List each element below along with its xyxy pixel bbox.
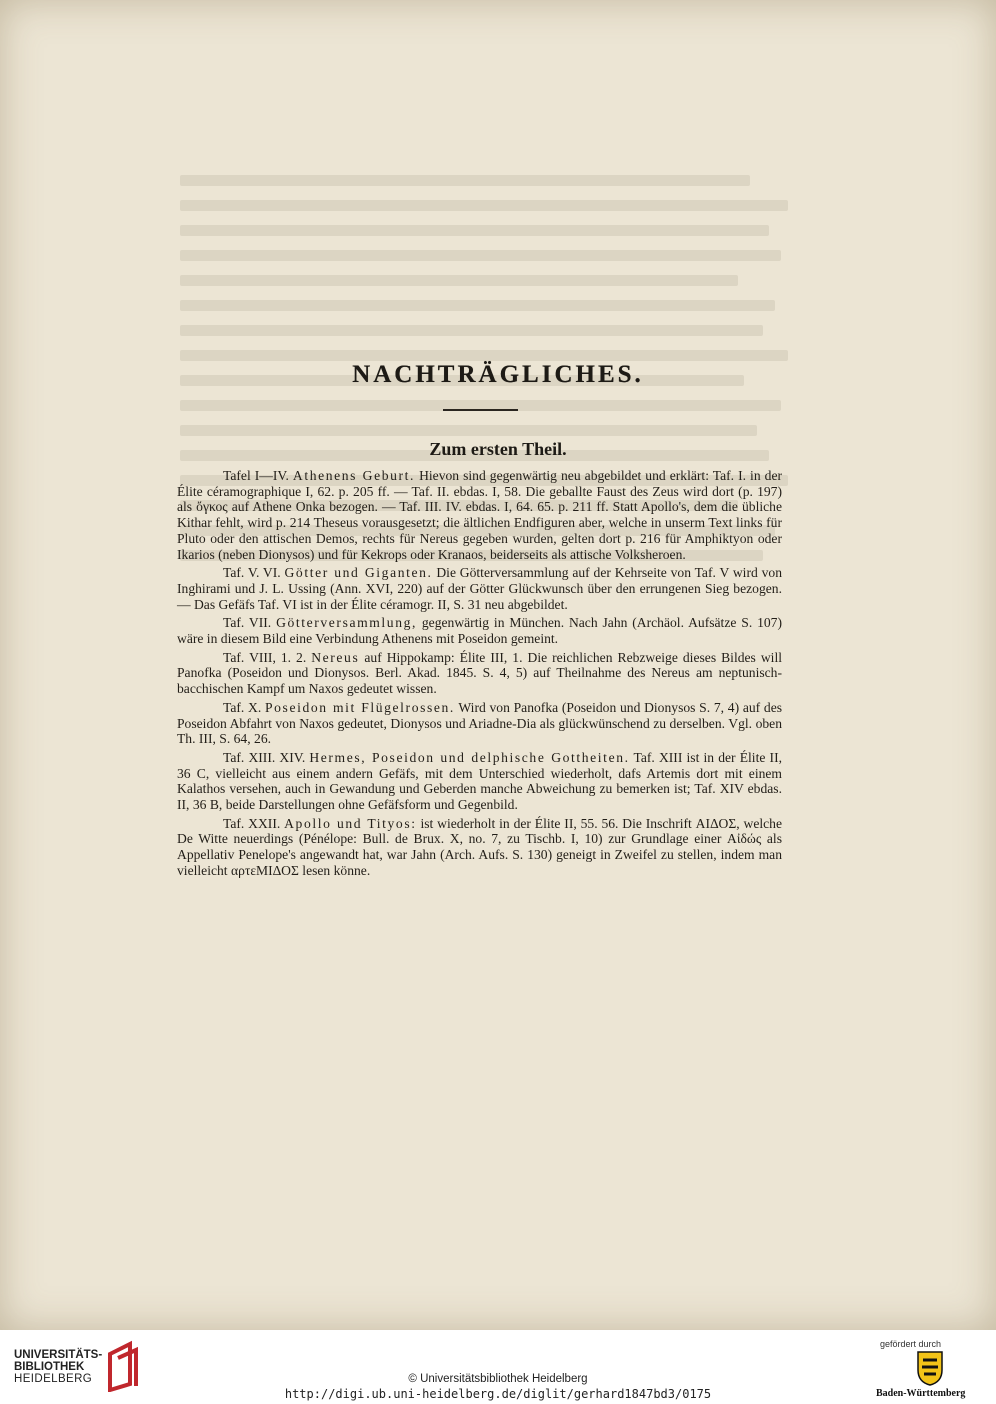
- title-rule: [443, 409, 518, 411]
- entry-text: Hievon sind gegenwärtig neu abgebildet und erklärt: Taf. I. in der Élite céramographique I, 62. p. 205 ff. — Taf. II. ebdas. I, 58. Die geballte Faust des Zeus wird dort (p. 197) als ὄγκος auf Athene Onka bezogen. — Taf. III. IV. ebdas. I, 64. 65. p. 211 ff. Statt Apollo's, dem die übliche Kithar fehlt, wird p. 214 Theseus vorausgesetzt; die ältlichen Endfiguren aber, welche in unserm Text links für Pluto oder den attischen Demos, rechts für Nereus gegeben wurden, gelten dort p. 216 für Amphiktyon oder Ikarios (neben Dionysos) und für Kekrops oder Kranaos, beiderseits als attische Volksheroen.: [177, 468, 783, 562]
- plate-reference: Taf. VIII, 1. 2.: [223, 649, 307, 665]
- permalink-url[interactable]: http://digi.ub.uni-heidelberg.de/diglit/gerhard1847bd3/0175: [284, 1387, 712, 1401]
- plate-reference: Taf. XXII.: [223, 815, 281, 831]
- entry-text: auf Hippokamp: Élite III, 1. Die reichlichen Rebzweige dieses Bildes will Panofka (Poseidon und Dionysos. Berl. Akad. 1845. S. 4, 5) auf Theilnahme des Nereus am neptunisch-bacchischen Kampf um Naxos gedeutet wissen.: [177, 649, 782, 697]
- page-title: NACHTRÄGLICHES.: [352, 361, 644, 388]
- body-text: [177, 468, 782, 882]
- paragraph: [177, 468, 782, 562]
- plate-reference: Taf. XIII. XIV.: [223, 749, 306, 765]
- plate-reference: Taf. V. VI.: [223, 565, 281, 581]
- entry-heading: Götter und Giganten.: [284, 565, 433, 581]
- plate-reference: Taf. VII.: [223, 615, 272, 631]
- plate-reference: Taf. X.: [223, 699, 262, 715]
- library-name-line: HEIDELBERG: [14, 1373, 93, 1385]
- entry-heading: Apollo und Tityos:: [284, 815, 417, 831]
- library-name-line: BIBLIOTHEK: [14, 1361, 85, 1373]
- plate-reference: Tafel I—IV.: [223, 468, 289, 483]
- coat-of-arms-icon: [916, 1350, 944, 1386]
- entry-text: ist wiederholt in der Élite II, 55. 56. Die Inschrift ΑΙΔΟΣ, welche De Witte neuerdings (Pénélope: Bull. de Brux. X, no. 7, zu Tischb. I, 10) zur Grundlage einer Αἰδώς als Appellativ Penelope's angewandt hat, war Jahn (Arch. Aufs. S. 130) geneigt in Zweifel zu stellen, indem man vielleicht αρτεΜΙΔΟΣ lesen könne.: [177, 815, 783, 878]
- entry-heading: Athenens Geburt.: [292, 468, 416, 483]
- entry-heading: Hermes, Poseidon und delphische Gottheiten.: [309, 749, 630, 765]
- entry-heading: Poseidon mit Flügelrossen.: [265, 699, 455, 715]
- paragraph: [177, 615, 782, 646]
- entry-heading: Nereus: [311, 649, 360, 665]
- copyright-notice: © Universitätsbibliothek Heidelberg: [408, 1373, 588, 1385]
- entry-text: Die Götterversammlung auf der Kehrseite von Taf. V wird von Inghirami und J. L. Ussing (Ann. XVI, 220) auf der Götter Glückwunsch über den errungenen Sieg bezogen. — Das Gefäfs Taf. VI ist in der Élite céramogr. II, S. 31 neu abgebildet.: [177, 565, 782, 612]
- entry-text: Taf. XIII ist in der Élite II, 36 C, vielleicht aus einem andern Gefäfs, mit dem Unterschied wiederholt, dafs Artemis dort mit einem Kalathos versehen, auch in Gewandung und Geberden manche Abweichung zu bemerken ist; Taf. XIV ebdas. II, 36 B, beide Darstellungen ohne Gefäfsform und Gegenbild.: [177, 749, 782, 813]
- funded-by-label: gefördert durch: [880, 1339, 942, 1349]
- paragraph: [177, 750, 782, 813]
- funder-name: Baden-Württemberg: [876, 1388, 966, 1399]
- entry-text: gegenwärtig in München. Nach Jahn (Archäol. Aufsätze S. 107) wäre in diesem Bild eine Verbindung Athenens mit Poseidon gemeint.: [177, 615, 782, 647]
- library-name-line: UNIVERSITÄTS-: [14, 1349, 103, 1361]
- paragraph: [177, 816, 782, 879]
- entry-heading: Götterversammlung,: [276, 615, 417, 631]
- paragraph: [177, 650, 782, 697]
- paragraph: [177, 565, 782, 612]
- section-heading: Zum ersten Theil.: [429, 439, 567, 459]
- paragraph: [177, 700, 782, 747]
- footer-bar: [0, 1330, 996, 1404]
- entry-text: Wird von Panofka (Poseidon und Dionysos S. 7, 4) auf des Poseidon Abfahrt von Naxos gedeutet, Dionysos und Ariadne-Dia als glückwünschend zu derselben. Vgl. oben Th. III, S. 64, 26.: [177, 699, 783, 747]
